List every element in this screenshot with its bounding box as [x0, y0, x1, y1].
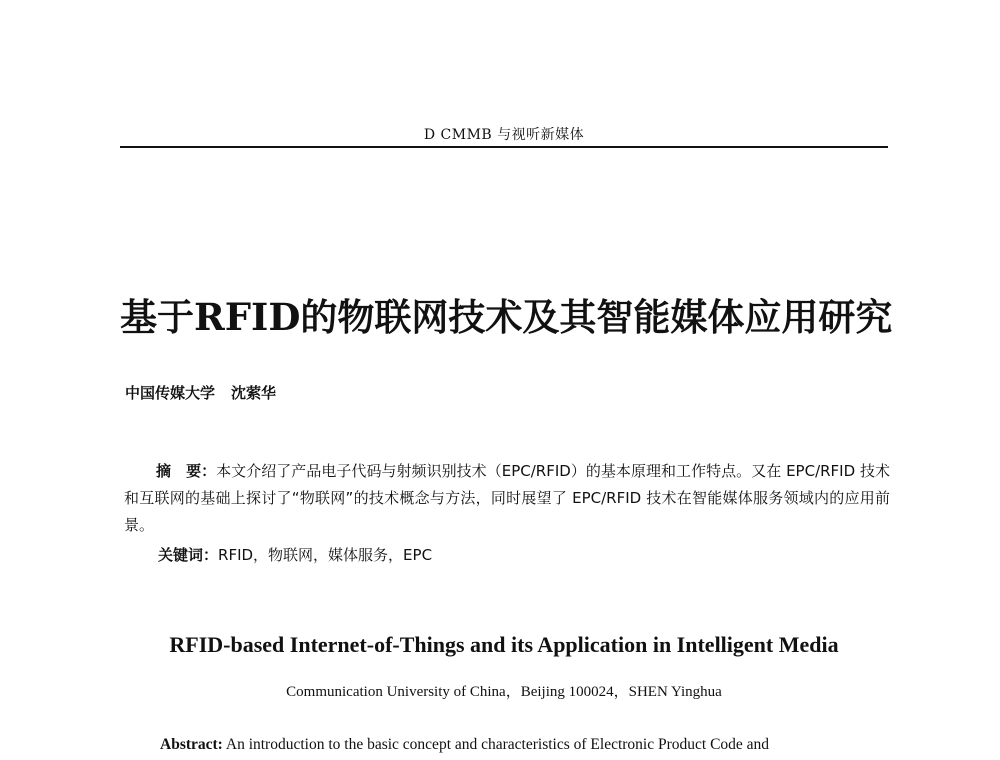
abstract-chinese — [124, 458, 890, 539]
abstract-label-chinese: 摘 要： — [156, 462, 217, 480]
author-chinese: 沈萦华 — [231, 384, 277, 402]
running-header: D CMMB 与视听新媒体 — [423, 127, 585, 143]
keywords-label-chinese: 关键词： — [158, 546, 219, 564]
keywords-text-chinese: RFID，物联网，媒体服务，EPC — [218, 546, 433, 564]
abstract-text-chinese: 本文介绍了产品电子代码与射频识别技术（EPC/RFID）的基本原理和工作特点。又在 EPC/RFID 技术和互联网的基础上探讨了“物联网”的技术概念与方法，同时展望了 EPC/RFID 技术在智能媒体服务领域内的应用前景。 — [124, 462, 890, 534]
affiliation-english: Communication University of China，Beijing 100024，SHEN Yinghua — [286, 684, 722, 700]
institution-chinese: 中国传媒大学 — [125, 384, 216, 402]
abstract-label-english: Abstract: — [160, 736, 223, 753]
abstract-english — [160, 734, 890, 756]
header-rule — [120, 146, 888, 148]
affiliation-chinese — [125, 382, 276, 403]
title-english: RFID-based Internet-of-Things and its Application in Intelligent Media — [169, 632, 839, 657]
keywords-chinese — [158, 543, 432, 567]
abstract-text-english: An introduction to the basic concept and characteristics of Electronic Product Code and — [225, 736, 770, 753]
title-chinese: 基于RFID的物联网技术及其智能媒体应用研究 — [120, 295, 893, 339]
